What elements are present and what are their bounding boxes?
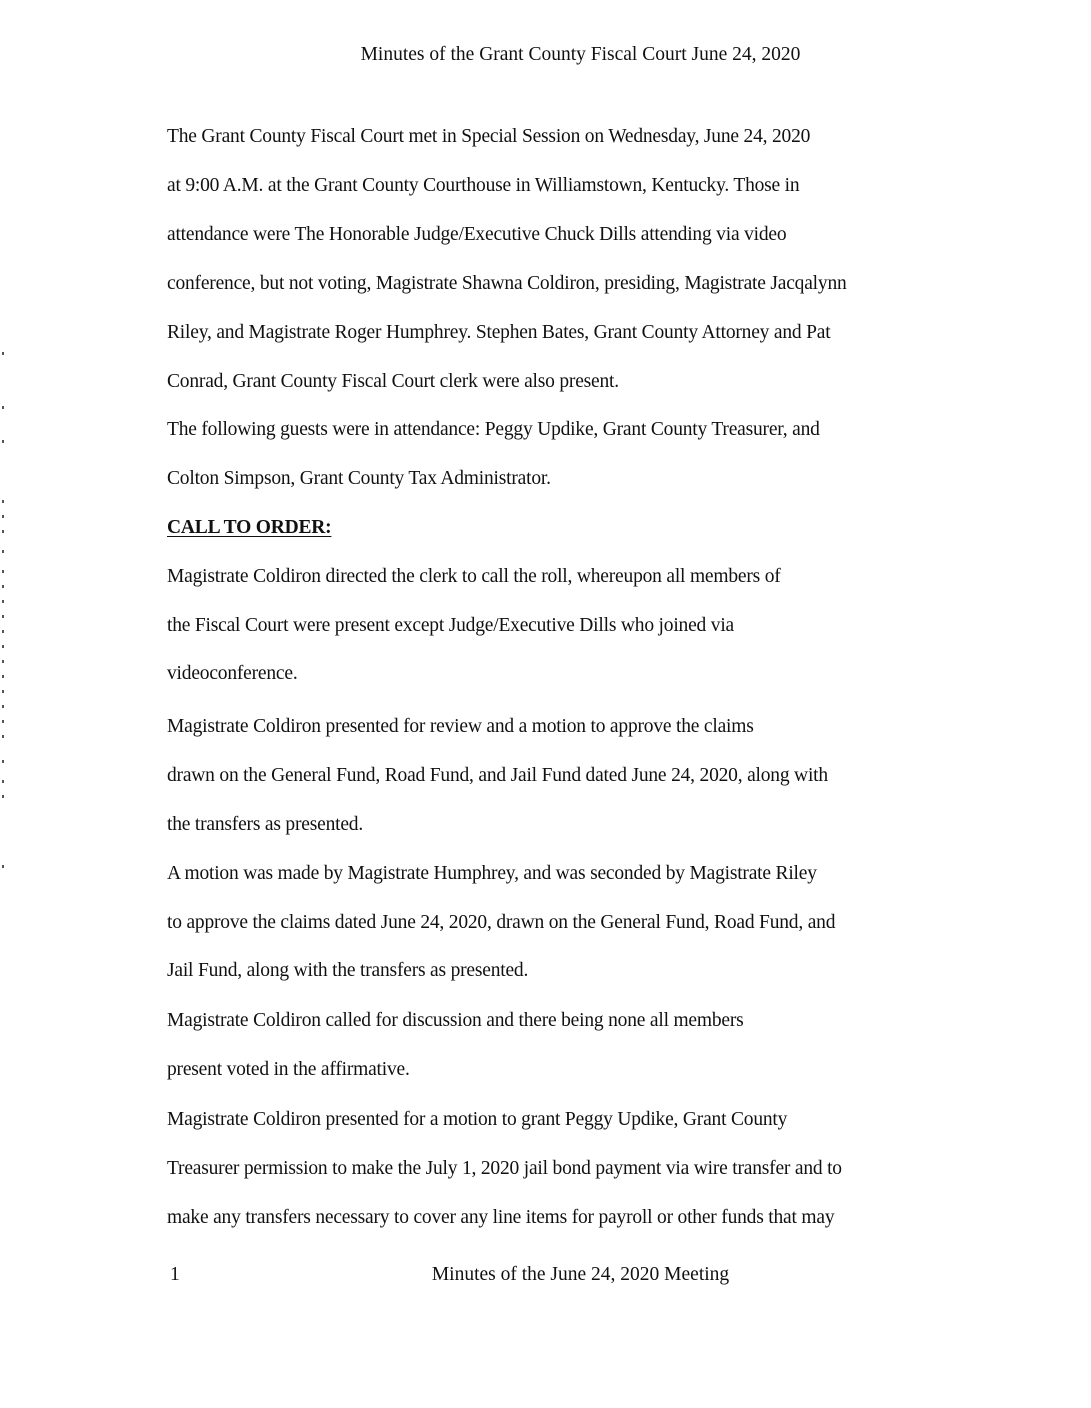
body-text-line: Conrad, Grant County Fiscal Court clerk were also present. [167,371,619,392]
body-text-line: make any transfers necessary to cover any line items for payroll or other funds that may [167,1207,835,1228]
body-text-line: the transfers as presented. [167,814,364,835]
body-text-line: at 9:00 A.M. at the Grant County Courthouse in Williamstown, Kentucky. Those in [167,175,800,196]
body-text-line: Magistrate Coldiron presented for a motion to grant Peggy Updike, Grant County [167,1109,788,1130]
body-text-line: The Grant County Fiscal Court met in Special Session on Wednesday, June 24, 2020 [167,126,811,147]
body-text-line: the Fiscal Court were present except Judge/Executive Dills who joined via [167,615,734,636]
body-text-line: Magistrate Coldiron called for discussion and there being none all members [167,1010,744,1031]
body-text-line: present voted in the affirmative. [167,1059,410,1080]
section-heading-call-to-order: CALL TO ORDER: [167,517,332,538]
body-text-line: Colton Simpson, Grant County Tax Administrator. [167,468,551,489]
body-text-line: Magistrate Coldiron presented for review and a motion to approve the claims [167,716,754,737]
margin-scan-marks [2,340,8,920]
body-text-line: to approve the claims dated June 24, 2020, drawn on the General Fund, Road Fund, and [167,912,836,933]
body-text-line: A motion was made by Magistrate Humphrey, and was seconded by Magistrate Riley [167,863,817,884]
body-text-line: videoconference. [167,663,298,684]
page-footer-title: Minutes of the June 24, 2020 Meeting [431,1264,730,1285]
page-number: 1 [170,1264,180,1285]
body-text-line: Treasurer permission to make the July 1, 2020 jail bond payment via wire transfer and to [167,1158,842,1179]
body-text-line: conference, but not voting, Magistrate Shawna Coldiron, presiding, Magistrate Jacqalynn [167,273,847,294]
body-text-line: attendance were The Honorable Judge/Executive Chuck Dills attending via video [167,224,787,245]
body-text-line: The following guests were in attendance: Peggy Updike, Grant County Treasurer, and [167,419,820,440]
page-header-title: Minutes of the Grant County Fiscal Court June 24, 2020 [360,44,801,65]
body-text-line: drawn on the General Fund, Road Fund, and Jail Fund dated June 24, 2020, along with [167,765,828,786]
body-text-line: Riley, and Magistrate Roger Humphrey. Stephen Bates, Grant County Attorney and Pat [167,322,831,343]
body-text-line: Jail Fund, along with the transfers as presented. [167,960,529,981]
body-text-line: Magistrate Coldiron directed the clerk to call the roll, whereupon all members of [167,566,781,587]
